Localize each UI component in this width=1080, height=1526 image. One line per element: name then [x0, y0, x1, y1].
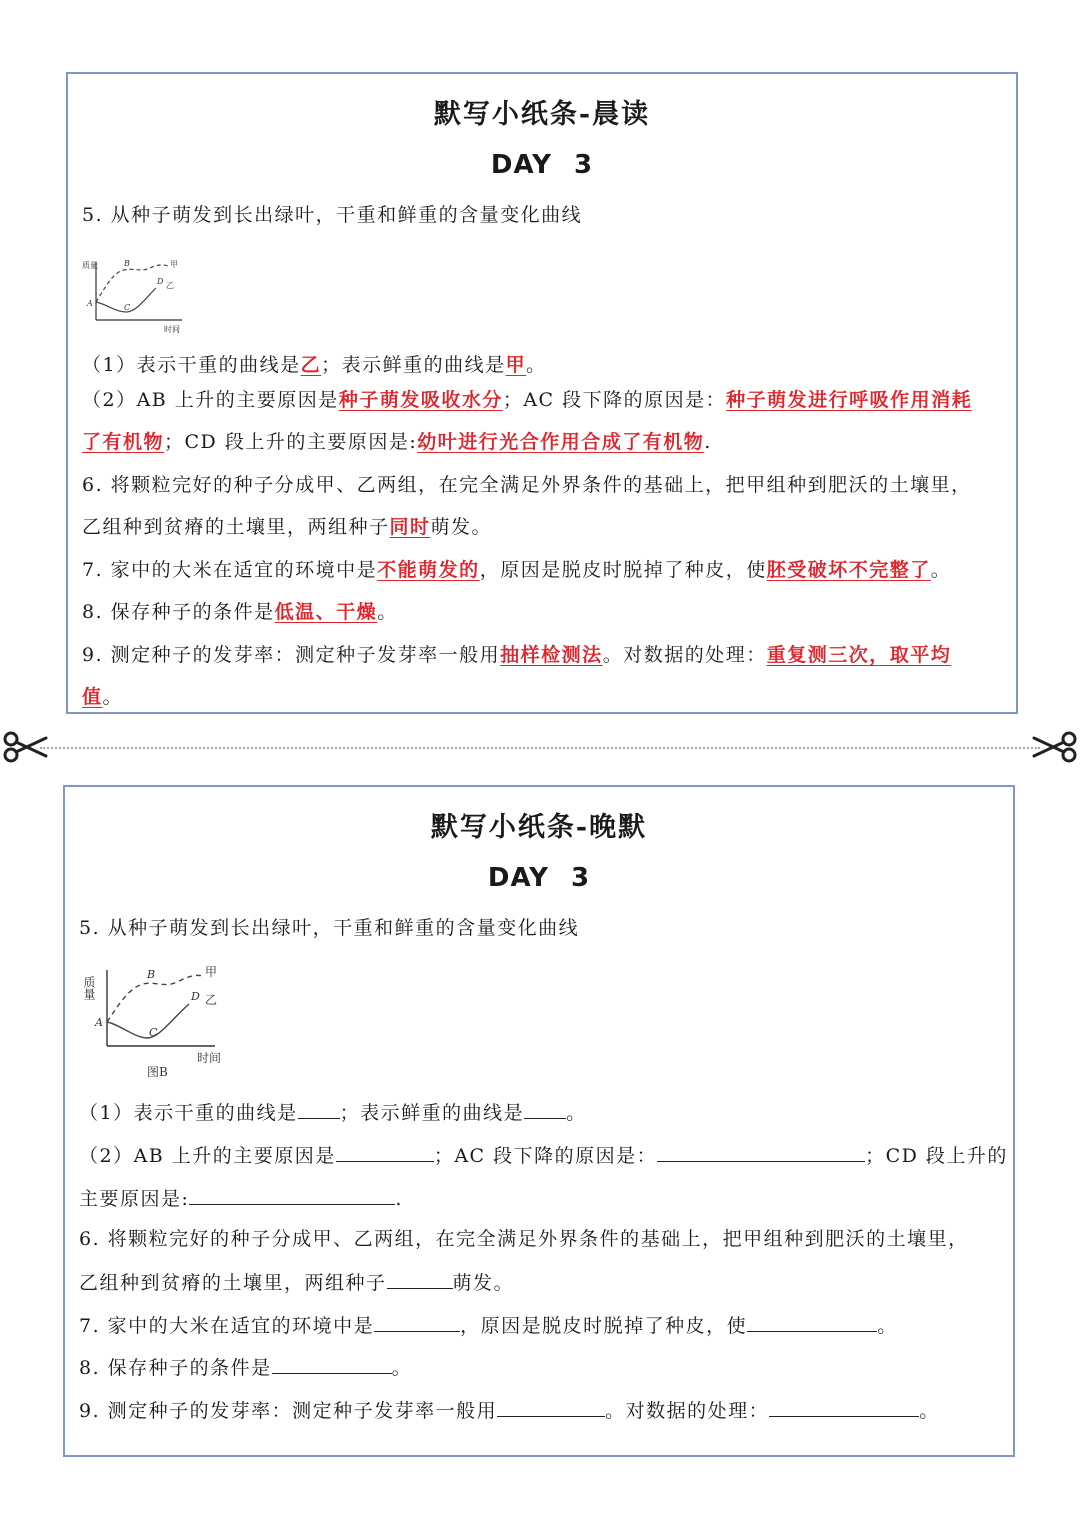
card-title: 默写小纸条-晨读 — [433, 99, 651, 130]
question-9-line2 — [82, 684, 998, 710]
q8-text-b: 。 — [391, 1357, 413, 1379]
q6-text-a: 乙组种到贫瘠的土壤里，两组种子 — [82, 516, 390, 538]
question-7 — [82, 557, 998, 583]
q5-1-text-a: （1）表示干重的曲线是 — [82, 354, 301, 376]
question-9-line1 — [82, 642, 998, 668]
question-8 — [82, 599, 998, 625]
blank-q7-1[interactable] — [374, 1311, 460, 1332]
q9-text-b: 。对数据的处理： — [605, 1400, 770, 1422]
scissors-right-icon — [1032, 730, 1078, 764]
blank-fresh-weight[interactable] — [524, 1098, 566, 1119]
q8-text-a: 8. 保存种子的条件是 — [82, 601, 275, 623]
day-label: DAY — [487, 863, 549, 893]
q5-2-text-a: （2）AB 上升的主要原因是 — [82, 389, 339, 411]
question-9 — [79, 1396, 995, 1424]
q8-text-b: 。 — [377, 601, 398, 623]
blank-cd-reason[interactable] — [189, 1184, 395, 1205]
point-a-label: A — [87, 299, 93, 308]
question-6-line2 — [79, 1268, 995, 1296]
fresh-weight-curve — [107, 975, 203, 1022]
day-heading — [68, 150, 1016, 180]
point-b-label: B — [124, 259, 130, 268]
q8-text-a: 8. 保存种子的条件是 — [79, 1357, 272, 1379]
q6-text-b: 萌发。 — [452, 1272, 515, 1294]
y-axis-label: 质量 — [82, 976, 96, 1000]
q9-text-c: 。 — [102, 686, 124, 708]
q5-2-text-e: . — [395, 1188, 403, 1210]
scissors-left-icon — [2, 730, 48, 764]
answer-q7-1: 不能萌发的 — [377, 559, 480, 581]
q5-1-text-c: 。 — [526, 354, 547, 376]
morning-card — [66, 72, 1018, 714]
evening-card — [63, 785, 1015, 1457]
question-5-2-line2 — [79, 1184, 995, 1212]
day-number: 3 — [573, 150, 594, 180]
blank-q9-2[interactable] — [769, 1396, 919, 1417]
q5-2-text-d: 主要原因是: — [79, 1188, 190, 1210]
question-5-title: 5. 从种子萌发到长出绿叶，干重和鲜重的含量变化曲线 — [79, 917, 580, 939]
answer-cd-reason: 幼叶进行光合作用合成了有机物 — [417, 431, 705, 453]
answer-ac-reason-part2: 了有机物 — [82, 431, 165, 453]
answer-ab-reason: 种子萌发吸收水分 — [338, 389, 503, 411]
q7-text-a: 7. 家中的大米在适宜的环境中是 — [82, 559, 378, 581]
blank-ac-reason[interactable] — [657, 1141, 865, 1162]
answer-q9-2-part1: 重复测三次，取平均 — [766, 644, 952, 666]
question-5-1 — [79, 1098, 995, 1126]
q7-text-b: ，原因是脱皮时脱掉了种皮，使 — [479, 559, 767, 581]
blank-dry-weight[interactable] — [298, 1098, 340, 1119]
q6-text-a: 乙组种到贫瘠的土壤里，两组种子 — [79, 1272, 387, 1294]
dry-weight-curve — [107, 1004, 189, 1038]
point-c-label: C — [124, 303, 131, 312]
blank-q7-2[interactable] — [747, 1311, 877, 1332]
q5-1-text-b: ；表示鲜重的曲线是 — [321, 354, 506, 376]
curve-yi-label: 乙 — [205, 993, 218, 1007]
q5-2-text-c: ；CD 段上升的主要原因是: — [164, 431, 418, 453]
answer-dry-weight: 乙 — [300, 354, 322, 376]
question-6-line1: 6. 将颗粒完好的种子分成甲、乙两组，在完全满足外界条件的基础上，把甲组种到肥沃的土壤里， — [79, 1228, 969, 1250]
q5-2-text-b: ；AC 段下降的原因是： — [433, 1145, 658, 1167]
curve-jia-label: 甲 — [205, 965, 218, 979]
blank-q9-1[interactable] — [497, 1396, 605, 1417]
x-axis-label: 时间 — [197, 1051, 222, 1065]
y-axis-label: 质量 — [82, 261, 98, 270]
question-7 — [79, 1311, 995, 1339]
question-6-line2 — [82, 514, 998, 540]
curve-jia-label: 甲 — [170, 260, 178, 269]
q5-1-text-c: 。 — [566, 1102, 587, 1124]
q5-2-text-d: . — [704, 431, 712, 453]
point-d-label: D — [191, 990, 200, 1003]
q7-text-a: 7. 家中的大米在适宜的环境中是 — [79, 1315, 375, 1337]
graph-caption: 图B — [147, 1065, 168, 1079]
cut-line — [40, 747, 1040, 749]
blank-ab-reason[interactable] — [336, 1141, 434, 1162]
q9-text-c: 。 — [919, 1400, 940, 1422]
day-label: DAY — [490, 150, 552, 180]
q7-text-c: 。 — [930, 559, 952, 581]
answer-fresh-weight: 甲 — [505, 354, 527, 376]
q9-text-a: 9. 测定种子的发芽率：测定种子发芽率一般用 — [82, 644, 501, 666]
question-6-line1: 6. 将颗粒完好的种子分成甲、乙两组，在完全满足外界条件的基础上，把甲组种到肥沃的土壤里， — [82, 474, 972, 496]
answer-q7-2: 胚受破坏不完整了 — [766, 559, 931, 581]
q7-text-b: ，原因是脱皮时脱掉了种皮，使 — [460, 1315, 748, 1337]
q5-2-text-b: ；AC 段下降的原因是： — [502, 389, 727, 411]
day-heading — [65, 863, 1013, 893]
answer-q9-2-part2: 值 — [82, 686, 103, 708]
question-5-2-line1 — [82, 387, 998, 413]
question-5-1 — [82, 352, 998, 378]
point-c-label: C — [149, 1026, 158, 1039]
answer-q8: 低温、干燥 — [274, 601, 378, 623]
q5-2-text-a: （2）AB 上升的主要原因是 — [79, 1145, 336, 1167]
point-b-label: B — [147, 968, 156, 981]
day-number: 3 — [570, 863, 591, 893]
question-5-title: 5. 从种子萌发到长出绿叶，干重和鲜重的含量变化曲线 — [82, 204, 583, 226]
question-8 — [79, 1353, 995, 1381]
point-a-label: A — [95, 1016, 103, 1029]
blank-q8[interactable] — [272, 1353, 392, 1374]
q9-text-a: 9. 测定种子的发芽率：测定种子发芽率一般用 — [79, 1400, 498, 1422]
q5-1-text-b: ；表示鲜重的曲线是 — [339, 1102, 525, 1124]
question-5-2-line2 — [82, 429, 998, 455]
mass-time-graph — [82, 254, 192, 339]
blank-q6[interactable] — [387, 1268, 453, 1289]
answer-q6: 同时 — [389, 516, 431, 538]
q5-2-text-c: ；CD 段上升的 — [865, 1145, 1008, 1167]
answer-ac-reason-part1: 种子萌发进行呼吸作用消耗 — [726, 389, 973, 411]
point-d-label: D — [157, 277, 164, 286]
answer-q9-1: 抽样检测法 — [500, 644, 603, 666]
mass-time-graph — [82, 962, 235, 1082]
curve-yi-label: 乙 — [166, 281, 174, 290]
q7-text-c: 。 — [877, 1315, 898, 1337]
card-title: 默写小纸条-晚默 — [430, 812, 648, 843]
x-axis-label: 时间 — [164, 325, 180, 334]
question-5-2-line1 — [79, 1141, 1008, 1169]
q9-text-b: 。对数据的处理： — [602, 644, 767, 666]
q6-text-b: 萌发。 — [430, 516, 493, 538]
q5-1-text-a: （1）表示干重的曲线是 — [79, 1102, 298, 1124]
